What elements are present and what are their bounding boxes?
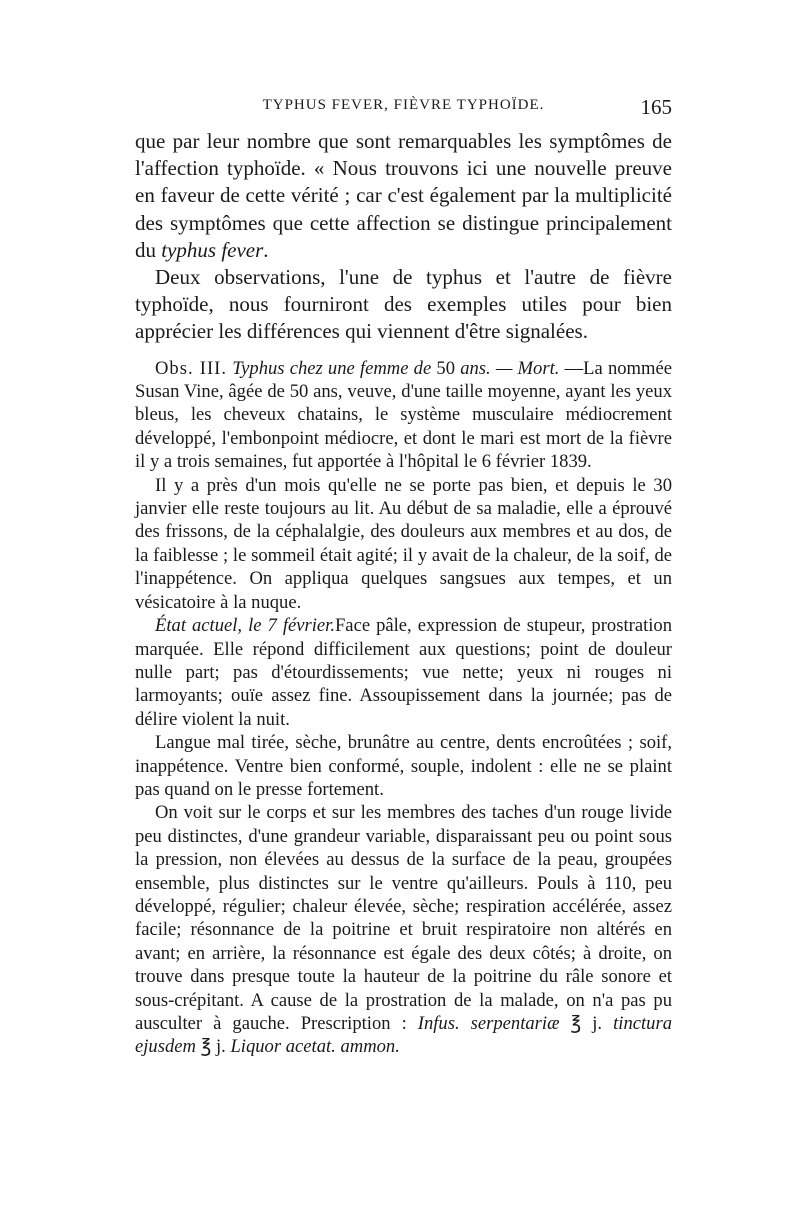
observation-section <box>135 357 672 1059</box>
observation-text: —La nommée Susan Vine, âgée de 50 ans, veuve, d'une taille moyenne, ayant les yeux bleus, les cheveux chatains, le système musculaire médiocrement développé, l'embonpoint médiocre, et dont le mari est mort de la fièvre il y a trois semaines, fut apportée à l'hôpital le 6 février 1839. <box>135 357 672 473</box>
paragraph-tongue: Langue mal tirée, sèche, brunâtre au centre, dents encroûtées ; soif, inappétence. Ventre bien conformé, souple, indolent : elle ne se plaint pas quand on le presse fortement. <box>135 732 672 800</box>
prescription-item-1: Infus. serpentariæ <box>417 1013 560 1034</box>
observation-title: Typhus chez une femme de <box>232 357 432 379</box>
italic-term: typhus fever <box>161 237 264 262</box>
observation-label: Obs. III. <box>155 357 228 379</box>
paragraph-text: On voit sur le corps et sur les membres des taches d'un rouge livide peu distinctes, d'une grandeur variable, disparaissant peu ou point sous la pression, non élevées au dessus de la surface de la peau, groupées ensemble, plus distinctes sur le ventre qu'ailleurs. Pouls à 110, peu développé, régulier; chaleur élevée, sèche; respiration accélérée, assez facile; résonnance de la poitrine et bruit respiratoire non altérés en avant; en arrière, la résonnance est égale des deux côtés; à droite, on trouve dans presque toute la hauteur de la poitrine du râle sonore et sous-crépitant. A cause de la prostration de la malade, on n'a pas pu ausculter à gauche. Prescription : <box>135 802 672 1034</box>
paragraph-spots-prescription <box>135 801 672 1058</box>
body-text <box>135 128 672 1059</box>
page-header <box>135 95 672 123</box>
observation-age: 50 <box>436 357 455 379</box>
italic-heading: État actuel, le 7 février. <box>155 615 335 637</box>
prescription-dose-2: ℥ j. <box>195 1036 231 1058</box>
prescription-item-2: tinctura ejusdem <box>135 1013 672 1058</box>
large-type-section <box>135 128 672 346</box>
prescription-dose-1: ℥ j. <box>559 1013 614 1034</box>
running-title: TYPHUS FEVER, FIÈVRE TYPHOÏDE. <box>262 97 545 113</box>
paragraph-continuation <box>135 128 672 264</box>
paragraph-history: Il y a près d'un mois qu'elle ne se porte pas bien, et depuis le 30 janvier elle reste toujours au lit. Au début de sa maladie, elle a éprouvé des frissons, de la céphalalgie, des douleurs aux membres et au dos, de la faiblesse ; le sommeil était agité; il y avait de la chaleur, de la soif, de l'inappétence. On appliqua quelques sangsues aux tempes, et un vésicatoire à la nuque. <box>135 474 672 613</box>
observation-heading-paragraph <box>135 357 672 474</box>
paragraph-end: . <box>263 237 269 262</box>
observation-title-end: ans. — Mort. <box>460 357 560 379</box>
page-number: 165 <box>640 95 672 119</box>
paragraph-text: Face pâle, expression de stupeur, prostration marquée. Elle répond difficilement aux questions; point de douleur nulle part; pas d'étourdissements; vue nette; yeux ni rouges ni larmoyants; ouïe assez fine. Assoupissement dans la journée; pas de délire violent la nuit. <box>135 615 672 730</box>
paragraph-current-state <box>135 614 672 731</box>
prescription-item-3: Liquor acetat. ammon. <box>230 1036 400 1058</box>
paragraph-text: que par leur nombre que sont remarquables les symptômes de l'affection typhoïde. « Nous trouvons ici une nouvelle preuve en faveur de cette vérité ; car c'est également par la multiplicité des symptômes que cette affection se distingue principalement du <box>135 129 672 262</box>
paragraph-intro-observations: Deux observations, l'une de typhus et l'autre de fièvre typhoïde, nous fourniront des exemples utiles pour bien apprécier les différences qui viennent d'être signalées. <box>135 265 672 344</box>
